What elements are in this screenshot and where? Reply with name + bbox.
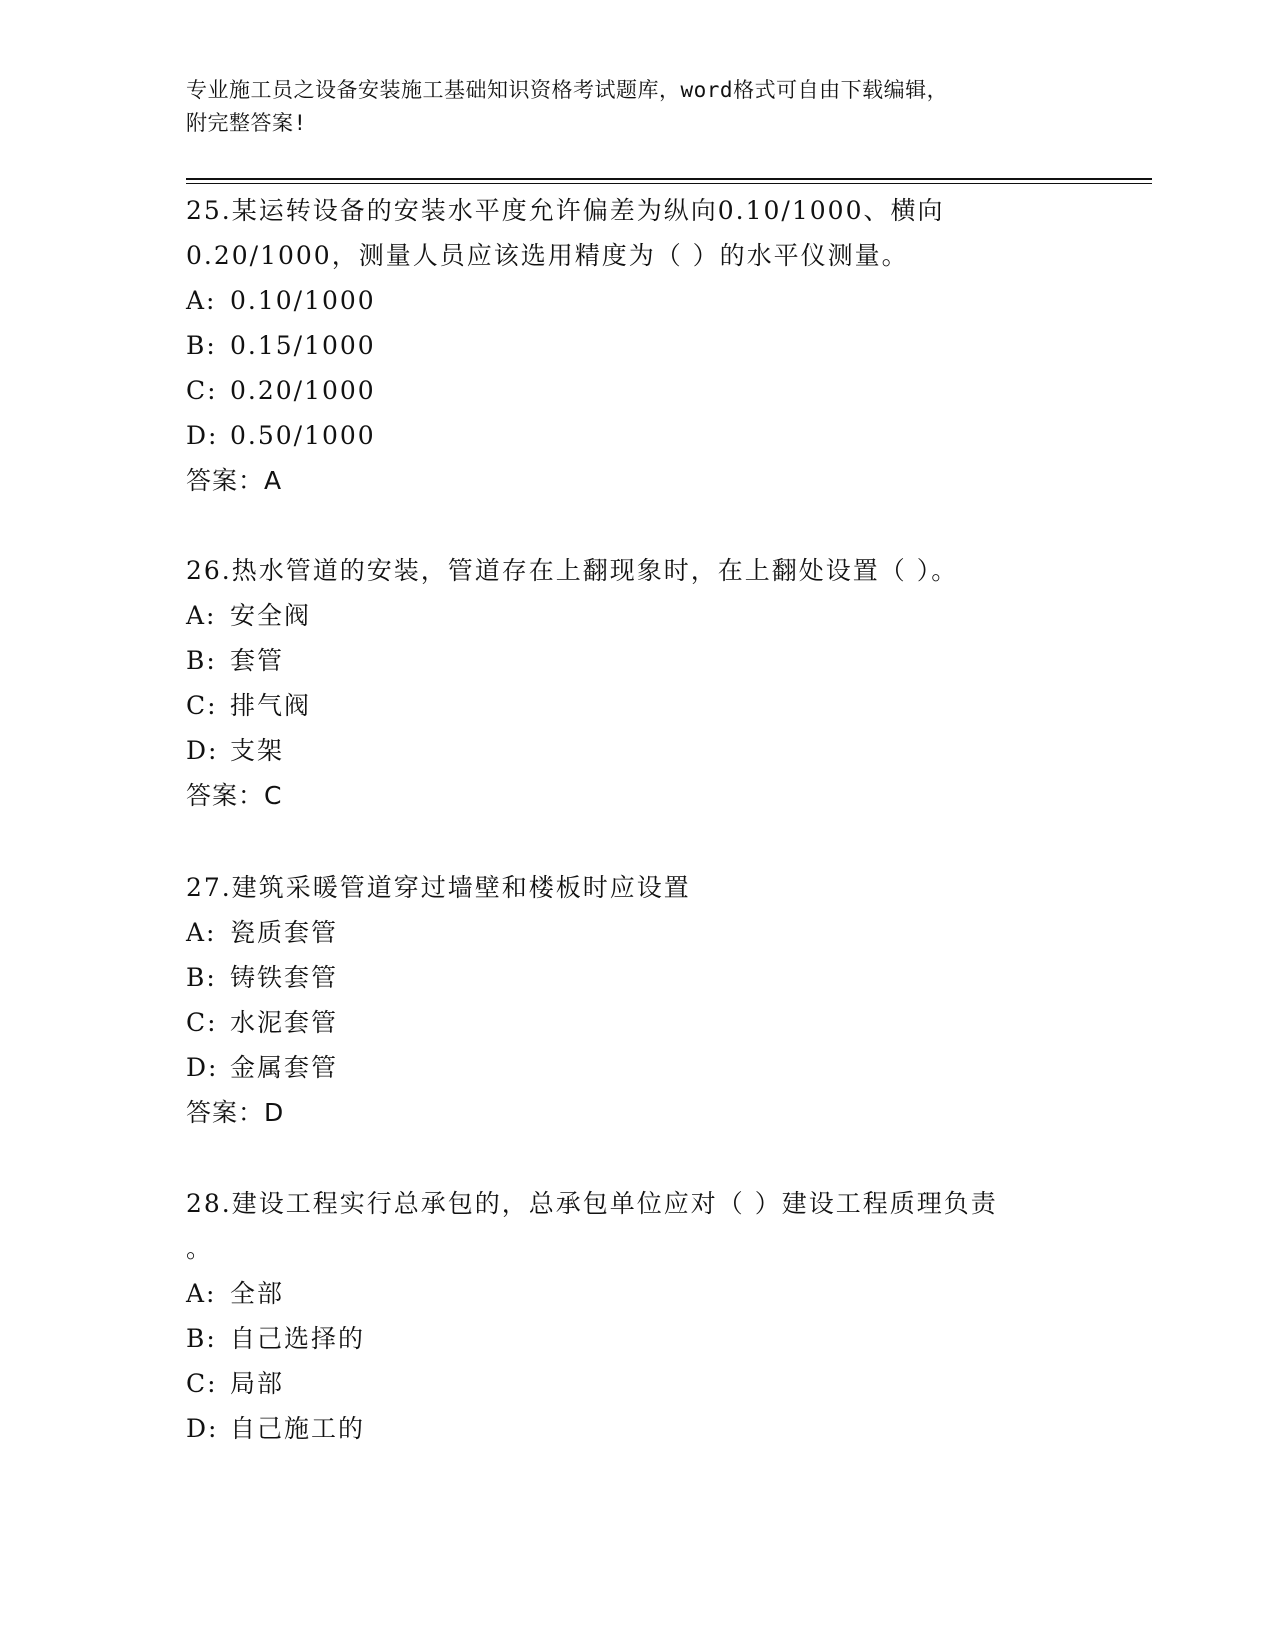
header-divider-thin [186,183,1152,184]
option-letter: C: [186,1369,218,1398]
option-letter: D: [186,421,219,450]
answer-line: 答案：C [186,781,283,810]
option-text: 0.15/1000 [230,331,376,360]
option-letter: A: [186,601,217,630]
option-c [186,1000,1086,1045]
question-stem-line-1: 25.某运转设备的安装水平度允许偏差为纵向0.10/1000、横向 [186,196,945,225]
option-text: 金属套管 [230,1053,339,1082]
option-text: 0.50/1000 [230,421,376,450]
question-28 [186,1181,1086,1451]
option-a [186,1271,1086,1316]
option-letter: D: [186,736,219,765]
option-b [186,955,1086,1000]
option-text: 排气阀 [230,691,312,720]
option-text: 0.10/1000 [230,286,376,315]
option-letter: A: [186,918,217,947]
option-text: 自己施工的 [230,1414,366,1443]
option-text: 0.20/1000 [230,376,376,405]
option-letter: B: [186,1324,217,1353]
question-stem-line-1: 27.建筑采暖管道穿过墙壁和楼板时应设置 [186,873,691,902]
option-letter: D: [186,1414,219,1443]
option-text: 水泥套管 [230,1008,339,1037]
option-c [186,683,1086,728]
option-letter: B: [186,331,217,360]
option-d [186,1045,1086,1090]
option-letter: B: [186,963,217,992]
question-25 [186,188,1086,503]
option-d [186,413,1086,458]
option-letter: A: [186,1279,217,1308]
option-b [186,323,1086,368]
option-letter: C: [186,1008,218,1037]
option-text: 套管 [230,646,285,675]
question-26 [186,548,1086,818]
question-stem-line-1: 28.建设工程实行总承包的，总承包单位应对（ ）建设工程质理负责 [186,1189,998,1218]
header-divider-thick [186,178,1152,180]
header-line-1: 专业施工员之设备安装施工基础知识资格考试题库，word格式可自由下载编辑， [186,78,949,102]
option-letter: B: [186,646,217,675]
option-letter: C: [186,376,218,405]
option-d [186,1406,1086,1451]
question-stem-line-1: 26.热水管道的安装，管道存在上翻现象时，在上翻处设置（ ）。 [186,556,959,585]
option-text: 全部 [230,1279,285,1308]
option-a [186,593,1086,638]
option-c [186,368,1086,413]
option-text: 局部 [230,1369,285,1398]
question-stem-line-2: 。 [186,1234,214,1263]
option-letter: D: [186,1053,219,1082]
answer-line: 答案：A [186,466,283,495]
header-line-2: 附完整答案! [186,111,307,135]
document-header [186,74,1086,140]
option-text: 支架 [230,736,285,765]
option-letter: A: [186,286,217,315]
option-text: 铸铁套管 [230,963,339,992]
option-text: 瓷质套管 [230,918,339,947]
question-stem-line-2: 0.20/1000，测量人员应该选用精度为（ ）的水平仪测量。 [186,241,909,270]
option-a [186,278,1086,323]
option-text: 自己选择的 [230,1324,366,1353]
option-a [186,910,1086,955]
option-b [186,1316,1086,1361]
option-c [186,1361,1086,1406]
option-d [186,728,1086,773]
option-letter: C: [186,691,218,720]
answer-line: 答案：D [186,1098,285,1127]
option-b [186,638,1086,683]
question-27 [186,865,1086,1135]
option-text: 安全阀 [230,601,312,630]
